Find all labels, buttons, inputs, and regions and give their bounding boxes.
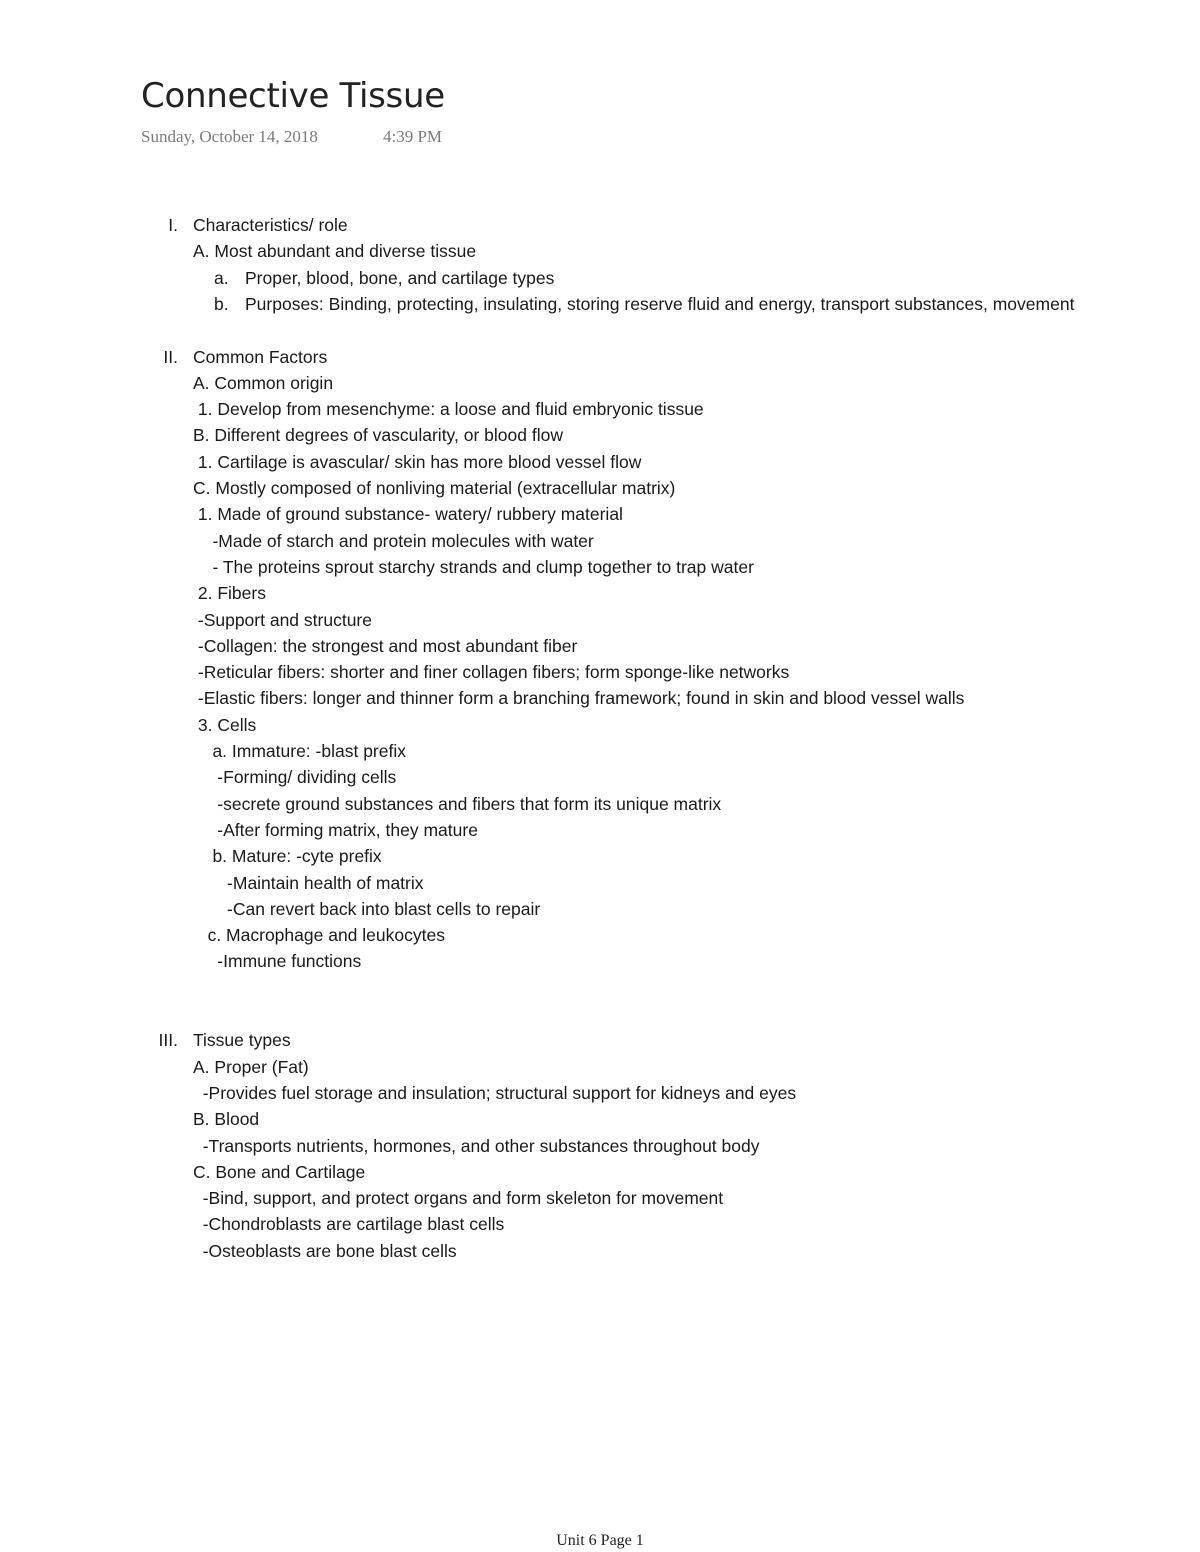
item-marker: b. [214, 293, 229, 314]
item-text: 1. Cartilage is avascular/ skin has more blood vessel flow [193, 451, 642, 472]
item-text: a. Immature: -blast prefix [193, 741, 406, 761]
item-text: -Elastic fibers: longer and thinner form a branching framework; found in skin and blood vessel walls [193, 688, 965, 709]
item-text: -Collagen: the strongest and most abundant fiber [193, 635, 578, 656]
item-text: -Bind, support, and protect organs and form skeleton for movement [193, 1188, 724, 1209]
item-text: -Support and structure [193, 609, 372, 630]
item-text: 2. Fibers [193, 583, 266, 604]
section-numeral: II. [163, 346, 178, 367]
item-text: c. Macrophage and leukocytes [193, 925, 445, 946]
section-heading-text: Common Factors [193, 346, 328, 367]
item-text: 1. Made of ground substance- watery/ rubbery material [193, 504, 623, 525]
item-text: -After forming matrix, they mature [193, 819, 478, 840]
item-text: - The proteins sprout starchy strands and clump together to trap water [193, 556, 754, 577]
section-heading-text: Characteristics/ role [193, 215, 348, 235]
item-text: -Reticular fibers: shorter and finer collagen fibers; form sponge-like networks [193, 662, 790, 683]
section-numeral: III. [158, 1030, 178, 1051]
item-text: C. Bone and Cartilage [193, 1161, 366, 1182]
item-text: -Chondroblasts are cartilage blast cells [193, 1214, 505, 1235]
item-text: A. Proper (Fat) [193, 1056, 309, 1077]
item-text: A. Most abundant and diverse tissue [193, 241, 477, 262]
section-numeral: I. [168, 215, 178, 235]
item-text: B. Blood [193, 1109, 260, 1130]
page-footer: Unit 6 Page 1 [556, 1532, 644, 1549]
item-text: 3. Cells [193, 714, 257, 735]
section-heading-text: Tissue types [193, 1030, 291, 1051]
item-text: C. Mostly composed of nonliving material (extracellular matrix) [193, 478, 676, 498]
item-text: b. Mature: -cyte prefix [193, 846, 382, 867]
item-text: Proper, blood, bone, and cartilage types [245, 267, 555, 288]
item-text: A. Common origin [193, 372, 334, 393]
item-text: -Immune functions [193, 951, 362, 972]
item-text: 1. Develop from mesenchyme: a loose and fluid embryonic tissue [193, 399, 704, 420]
item-text: -Made of starch and protein molecules with water [193, 530, 594, 551]
item-text: -Can revert back into blast cells to repair [193, 898, 541, 919]
item-text: -Transports nutrients, hormones, and other substances throughout body [193, 1135, 760, 1156]
item-text: -Provides fuel storage and insulation; structural support for kidneys and eyes [193, 1082, 797, 1103]
item-text: -Maintain health of matrix [193, 872, 424, 893]
note-time: 4:39 PM [383, 127, 443, 146]
item-text: -Osteoblasts are bone blast cells [193, 1240, 457, 1261]
item-text: B. Different degrees of vascularity, or blood flow [193, 425, 563, 446]
item-text: Purposes: Binding, protecting, insulating, storing reserve fluid and energy, transport substances, movement [245, 293, 1075, 314]
item-marker: a. [214, 267, 229, 288]
item-text: -Forming/ dividing cells [193, 767, 397, 788]
item-text: -secrete ground substances and fibers that form its unique matrix [193, 793, 722, 814]
note-date: Sunday, October 14, 2018 [141, 127, 318, 146]
page-title: Connective Tissue [141, 76, 445, 116]
